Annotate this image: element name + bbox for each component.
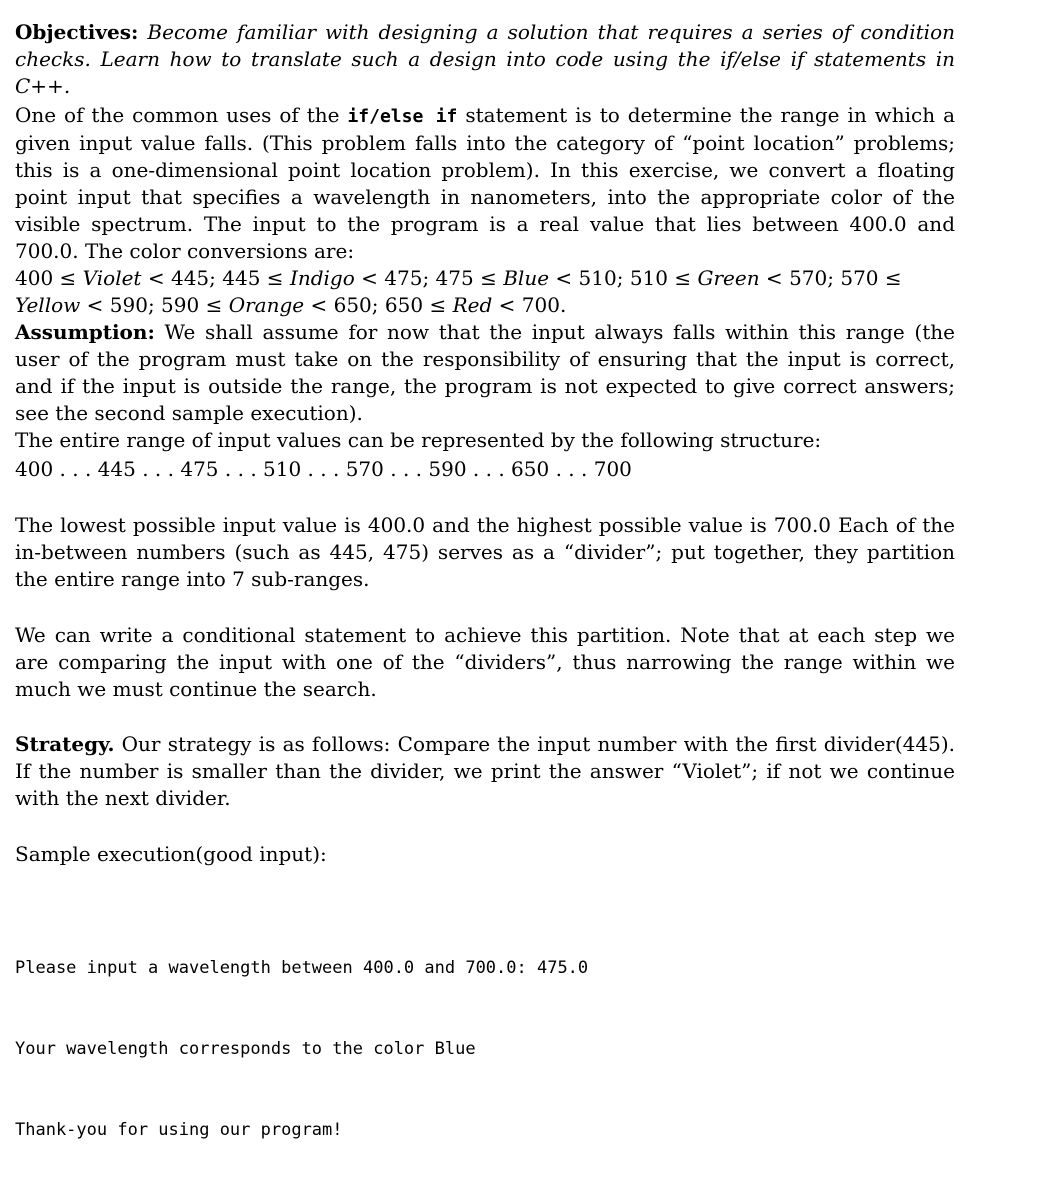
assumption-text: We shall assume for now that the input always falls within this range (the user of the program must take on the responsibility of ensuring that the input is correct, and if the input is outside the range, the program is not expected to give correct answers; see the second sample execution). [15,320,955,425]
color-range: 475 ≤ Blue < 510; [435,266,624,290]
color-range: 400 ≤ Violet < 445; [15,266,216,290]
range-structure: 400 . . . 445 . . . 475 . . . 510 . . . 570 . . . 590 . . . 650 . . . 700 [15,457,632,481]
assumption-label: Assumption: [15,320,155,344]
intro-pre: One of the common uses of the [15,103,340,127]
intro-section [15,102,955,454]
sample-output [15,901,588,1198]
color-range: 650 ≤ Red < 700. [384,293,567,317]
color-range: 445 ≤ Indigo < 475; [222,266,430,290]
partition-paragraph: The lowest possible input value is 400.0 and the highest possible value is 700.0 Each of the in-between numbers (such as 445, 475) serves as a “divider”; put together, they partition the entire range into 7 sub-ranges. [15,513,955,591]
sample-heading: Sample execution(good input): [15,842,327,866]
objectives-label: Objectives: [15,20,139,44]
intro-paragraph [15,102,955,265]
output-line: Thank-you for using our program! [15,1120,343,1140]
output-line: Please input a wavelength between 400.0 and 700.0: 475.0 [15,958,589,978]
color-range: 570 ≤ Yellow < 590; [15,266,902,317]
assumption-paragraph [15,319,955,427]
output-line: Your wavelength corresponds to the color Blue [15,1039,476,1059]
color-range: 510 ≤ Green < 570; [629,266,834,290]
strategy-paragraph [15,731,955,812]
objectives-text: Become familiar with designing a solution that requires a series of condition checks. Learn how to translate such a design into code using the if/else if statements in C++. [15,20,956,98]
structure-intro: The entire range of input values can be represented by the following structure: [15,428,822,452]
conditional-paragraph: We can write a conditional statement to achieve this partition. Note that at each step we are comparing the input with one of the “dividers”, thus narrowing the range within we much we must continue the search. [15,623,955,701]
color-conversions [15,265,955,319]
color-range: 590 ≤ Orange < 650; [161,293,379,317]
intro-code: if/else if [347,106,458,127]
objectives-paragraph [15,19,955,100]
strategy-label: Strategy. [15,732,115,756]
strategy-text: Our strategy is as follows: Compare the input number with the first divider(445). If the number is smaller than the divider, we print the answer “Violet”; if not we continue with the next divider. [15,732,955,810]
intro-post: statement is to determine the range in which a given input value falls. (This problem falls into the category of “point location” problems; this is a one-dimensional point location problem). In this exercise, we convert a floating point input that specifies a wavelength in nanometers, into the appropriate color of the visible spectrum. The input to the program is a real value that lies between 400.0 and 700.0. The color conversions are: [15,103,956,263]
